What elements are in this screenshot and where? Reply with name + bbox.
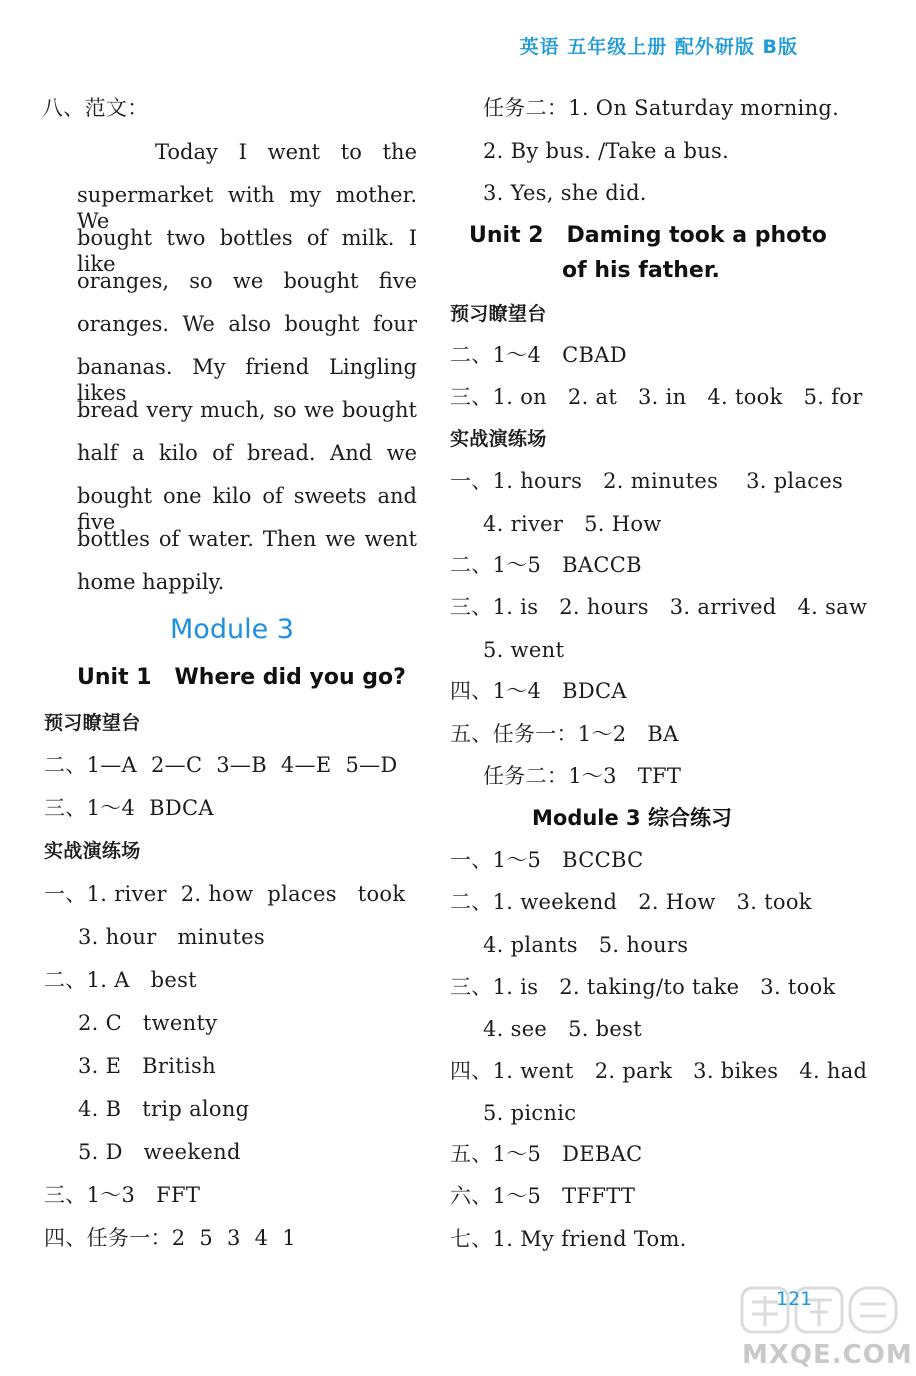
answer-line: 4. plants 5. hours bbox=[483, 933, 689, 957]
answer-line: 5. picnic bbox=[483, 1101, 577, 1125]
answer-line: 任务二：1～3 TFT bbox=[483, 764, 682, 788]
answer-line: 二、1. weekend 2. How 3. took bbox=[450, 890, 812, 914]
answer-line: 三、1～3 FFT bbox=[44, 1183, 201, 1207]
answer-line: 四、1～4 BDCA bbox=[450, 679, 627, 703]
answer-line: 二、1. A best bbox=[44, 968, 197, 992]
answer-line: 3. E British bbox=[78, 1054, 216, 1078]
answer-line: 二、1～4 CBAD bbox=[450, 343, 627, 367]
answer-line: 3. Yes, she did. bbox=[483, 181, 647, 205]
answer-line: 四、任务一：2 5 3 4 1 bbox=[44, 1226, 296, 1250]
module-title: Module 3 bbox=[170, 614, 294, 645]
essay-line: bread very much, so we bought bbox=[77, 398, 417, 422]
answer-line: 三、1. is 2. hours 3. arrived 4. saw bbox=[450, 595, 868, 619]
answer-line: 2. By bus. /Take a bus. bbox=[483, 139, 730, 163]
answer-line: 七、1. My friend Tom. bbox=[450, 1227, 687, 1251]
answer-line: 5. D weekend bbox=[78, 1140, 241, 1164]
answer-line: 二、1—A 2—C 3—B 4—E 5—D bbox=[44, 753, 398, 777]
essay-line: supermarket with my mother. We bbox=[77, 183, 417, 233]
answer-line: 3. hour minutes bbox=[78, 925, 265, 949]
unit2-title: Unit 2 Daming took a photo bbox=[469, 223, 827, 248]
essay-line: bananas. My friend Lingling likes bbox=[77, 355, 417, 405]
answer-line: 五、1～5 DEBAC bbox=[450, 1142, 643, 1166]
section-title-practice: 实战演练场 bbox=[44, 840, 141, 862]
section-title-practice: 实战演练场 bbox=[450, 428, 547, 450]
answer-line: 六、1～5 TFFTT bbox=[450, 1184, 636, 1208]
essay-line: half a kilo of bread. And we bbox=[77, 441, 417, 465]
answer-line: 一、1～5 BCCBC bbox=[450, 848, 644, 872]
section-title-preview: 预习瞭望台 bbox=[44, 712, 141, 734]
watermark-text: MXQE.COM bbox=[742, 1340, 913, 1370]
essay-line: bought two bottles of milk. I like bbox=[77, 226, 417, 276]
unit1-title: Unit 1 Where did you go? bbox=[77, 665, 406, 690]
page-number: 121 bbox=[776, 1288, 813, 1310]
sample-essay-title: 八、范文： bbox=[42, 96, 149, 120]
answer-line: 三、1. on 2. at 3. in 4. took 5. for bbox=[450, 385, 863, 409]
unit2-title-cont: of his father. bbox=[562, 258, 720, 283]
answer-line: 二、1～5 BACCB bbox=[450, 553, 642, 577]
answer-line: 一、1. hours 2. minutes 3. places bbox=[450, 469, 844, 493]
answer-line: 一、1. river 2. how places took bbox=[44, 882, 406, 906]
running-header: 英语 五年级上册 配外研版 B版 bbox=[519, 36, 798, 58]
answer-line: 三、1～4 BDCA bbox=[44, 796, 214, 820]
essay-line: oranges. We also bought four bbox=[77, 312, 417, 336]
essay-line: bought one kilo of sweets and five bbox=[77, 484, 417, 534]
answer-line: 五、任务一：1～2 BA bbox=[450, 722, 679, 746]
essay-line: Today I went to the bbox=[155, 140, 417, 164]
answer-line: 任务二：1. On Saturday morning. bbox=[483, 96, 840, 120]
answer-line: 四、1. went 2. park 3. bikes 4. had bbox=[450, 1059, 868, 1083]
answer-line: 2. C twenty bbox=[78, 1011, 218, 1035]
section-title-preview: 预习瞭望台 bbox=[450, 303, 547, 325]
answer-line: 4. see 5. best bbox=[483, 1017, 642, 1041]
answer-line: 4. river 5. How bbox=[483, 512, 662, 536]
answer-line: 三、1. is 2. taking/to take 3. took bbox=[450, 975, 836, 999]
answer-line: 5. went bbox=[483, 638, 565, 662]
essay-line: oranges, so we bought five bbox=[77, 269, 417, 293]
module-review-title: Module 3 综合练习 bbox=[532, 806, 732, 830]
essay-line: home happily. bbox=[77, 570, 225, 594]
answer-line: 4. B trip along bbox=[78, 1097, 250, 1121]
essay-line: bottles of water. Then we went bbox=[77, 527, 417, 551]
